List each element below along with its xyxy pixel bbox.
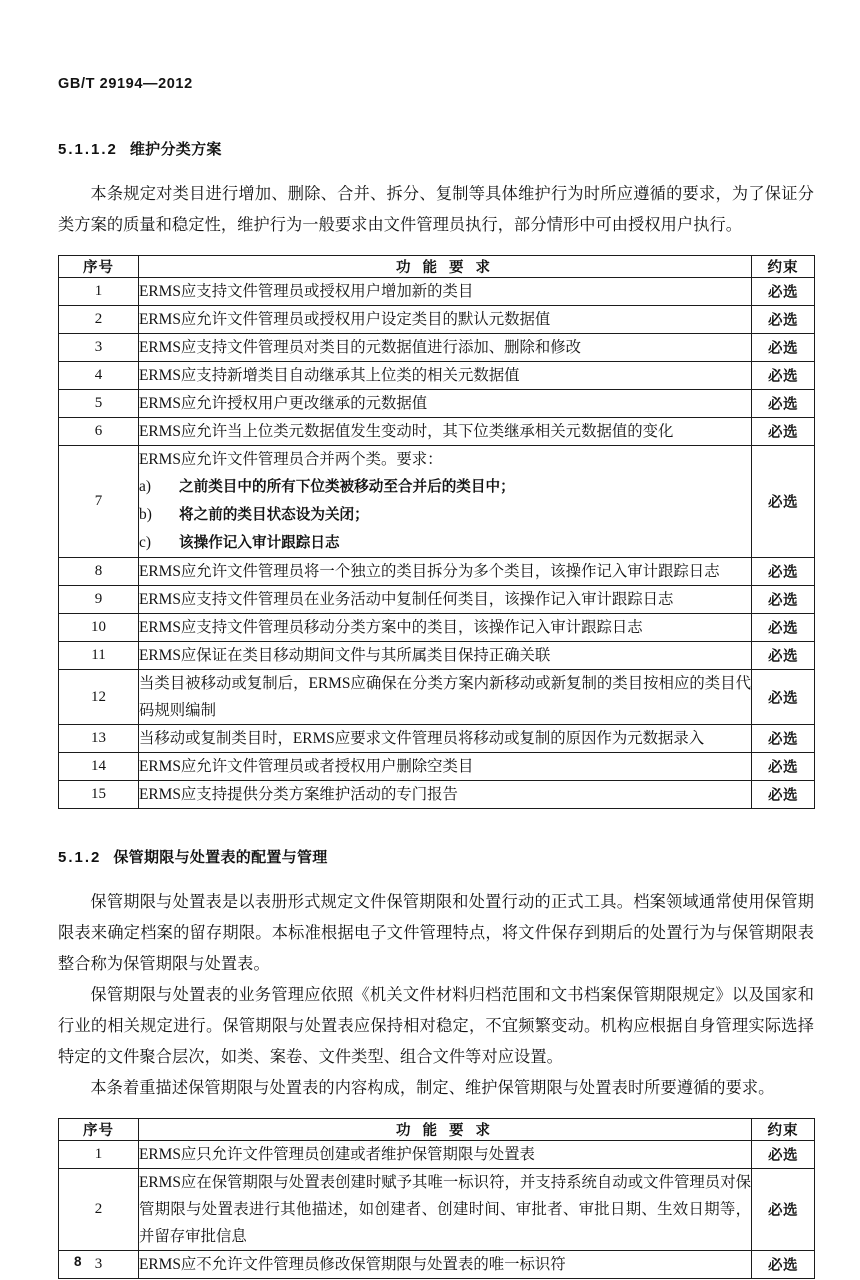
paragraph-5-1-2-2: 保管期限与处置表的业务管理应依照《机关文件材料归档范围和文书档案保管期限规定》以及国家和行业的相关规定进行。保管期限与处置表应保持相对稳定，不宜频繁变动。机构应根据自身管理实际选择特定的文件聚合层次，如类、案卷、文件类型、组合文件等对应设置。 xyxy=(58,986,814,1066)
cell-requirement: ERMS应支持文件管理员在业务活动中复制任何类目，该操作记入审计跟踪日志 xyxy=(139,586,752,614)
cell-no: 8 xyxy=(59,558,139,586)
cell-requirement: ERMS应支持文件管理员对类目的元数据值进行添加、删除和修改 xyxy=(139,334,752,362)
cell-requirement: ERMS应保证在类目移动期间文件与其所属类目保持正确关联 xyxy=(139,642,752,670)
sublist-item xyxy=(139,501,751,529)
table-row xyxy=(59,390,815,418)
sublist-text: 将之前的类目状态设为关闭； xyxy=(179,507,369,523)
cell-constraint: 必选 xyxy=(752,446,815,558)
cell-no: 6 xyxy=(59,418,139,446)
cell-constraint: 必选 xyxy=(752,586,815,614)
sublist-marker: a) xyxy=(139,478,151,495)
sublist-marker: c) xyxy=(139,534,151,551)
cell-no: 10 xyxy=(59,614,139,642)
cell-constraint: 必选 xyxy=(752,1169,815,1251)
cell-requirement: ERMS应允许文件管理员将一个独立的类目拆分为多个类目，该操作记入审计跟踪日志 xyxy=(139,558,752,586)
cell-constraint: 必选 xyxy=(752,362,815,390)
page-number: 8 xyxy=(74,1254,82,1269)
cell-no: 5 xyxy=(59,390,139,418)
cell-no: 3 xyxy=(59,1251,139,1279)
cell-requirement: ERMS应支持提供分类方案维护活动的专门报告 xyxy=(139,781,752,809)
section-heading-5-1-1-2 xyxy=(58,138,814,159)
cell-no: 2 xyxy=(59,306,139,334)
cell-requirement xyxy=(139,446,752,558)
section-heading-5-1-2 xyxy=(58,846,814,867)
table-row xyxy=(59,306,815,334)
requirements-table-classification-maintenance xyxy=(58,255,815,809)
cell-constraint: 必选 xyxy=(752,725,815,753)
cell-constraint: 必选 xyxy=(752,278,815,306)
cell-requirement: ERMS应只允许文件管理员创建或者维护保管期限与处置表 xyxy=(139,1141,752,1169)
table-row-with-sublist xyxy=(59,446,815,558)
cell-requirement: ERMS应支持新增类目自动继承其上位类的相关元数据值 xyxy=(139,362,752,390)
table-header-row xyxy=(59,1119,815,1141)
cell-no: 2 xyxy=(59,1169,139,1251)
cell-constraint: 必选 xyxy=(752,390,815,418)
cell-requirement: ERMS应不允许文件管理员修改保管期限与处置表的唯一标识符 xyxy=(139,1251,752,1279)
cell-no: 14 xyxy=(59,753,139,781)
requirements-table-retention-disposition xyxy=(58,1118,815,1279)
cell-constraint: 必选 xyxy=(752,558,815,586)
page-content xyxy=(58,0,814,1279)
cell-constraint: 必选 xyxy=(752,642,815,670)
column-header-requirement: 功 能 要 求 xyxy=(139,1119,752,1141)
cell-no: 7 xyxy=(59,446,139,558)
table-header-row xyxy=(59,256,815,278)
cell-requirement: ERMS应允许文件管理员或者授权用户删除空类目 xyxy=(139,753,752,781)
table-row xyxy=(59,781,815,809)
column-header-requirement: 功 能 要 求 xyxy=(139,256,752,278)
cell-no: 12 xyxy=(59,670,139,725)
sublist-marker: b) xyxy=(139,506,152,523)
column-header-no: 序号 xyxy=(59,256,139,278)
cell-requirement: ERMS应在保管期限与处置表创建时赋予其唯一标识符，并支持系统自动或文件管理员对保管期限与处置表进行其他描述，如创建者、创建时间、审批者、审批日期、生效日期等，并留存审批信息 xyxy=(139,1169,752,1251)
table-row xyxy=(59,362,815,390)
cell-constraint: 必选 xyxy=(752,1251,815,1279)
table-row xyxy=(59,334,815,362)
cell-constraint: 必选 xyxy=(752,670,815,725)
table-row xyxy=(59,558,815,586)
requirement-lead-text: ERMS应允许文件管理员合并两个类。要求： xyxy=(139,451,443,468)
cell-constraint: 必选 xyxy=(752,334,815,362)
table-row xyxy=(59,642,815,670)
cell-no: 3 xyxy=(59,334,139,362)
paragraph-5-1-2-3: 本条着重描述保管期限与处置表的内容构成，制定、维护保管期限与处置表时所要遵循的要求。 xyxy=(90,1079,775,1097)
cell-constraint: 必选 xyxy=(752,1141,815,1169)
cell-requirement: ERMS应允许文件管理员或授权用户设定类目的默认元数据值 xyxy=(139,306,752,334)
cell-no: 1 xyxy=(59,278,139,306)
section-title: 维护分类方案 xyxy=(129,141,222,158)
column-header-constraint: 约束 xyxy=(752,256,815,278)
cell-constraint: 必选 xyxy=(752,781,815,809)
cell-no: 15 xyxy=(59,781,139,809)
sublist-item xyxy=(139,529,751,557)
cell-requirement: ERMS应支持文件管理员或授权用户增加新的类目 xyxy=(139,278,752,306)
table-row xyxy=(59,1251,815,1279)
table-row xyxy=(59,278,815,306)
cell-no: 1 xyxy=(59,1141,139,1169)
table-row xyxy=(59,1141,815,1169)
cell-constraint: 必选 xyxy=(752,753,815,781)
table-row xyxy=(59,418,815,446)
cell-requirement: 当类目被移动或复制后，ERMS应确保在分类方案内新移动或新复制的类目按相应的类目代码规则编制 xyxy=(139,670,752,725)
cell-requirement: ERMS应允许当上位类元数据值发生变动时，其下位类继承相关元数据值的变化 xyxy=(139,418,752,446)
cell-no: 13 xyxy=(59,725,139,753)
table-row xyxy=(59,586,815,614)
column-header-no: 序号 xyxy=(59,1119,139,1141)
section-title: 保管期限与处置表的配置与管理 xyxy=(113,849,328,866)
standard-number-header: GB/T 29194—2012 xyxy=(58,76,193,92)
cell-constraint: 必选 xyxy=(752,614,815,642)
column-header-constraint: 约束 xyxy=(752,1119,815,1141)
table-row xyxy=(59,614,815,642)
cell-no: 4 xyxy=(59,362,139,390)
cell-requirement: ERMS应允许授权用户更改继承的元数据值 xyxy=(139,390,752,418)
cell-requirement: 当移动或复制类目时，ERMS应要求文件管理员将移动或复制的原因作为元数据录入 xyxy=(139,725,752,753)
cell-no: 11 xyxy=(59,642,139,670)
table-row xyxy=(59,725,815,753)
table-row xyxy=(59,670,815,725)
section-number: 5.1.1.2 xyxy=(58,141,118,158)
table-row xyxy=(59,753,815,781)
paragraph-5-1-1-2: 本条规定对类目进行增加、删除、合并、拆分、复制等具体维护行为时所应遵循的要求，为了保证分类方案的质量和稳定性，维护行为一般要求由文件管理员执行，部分情形中可由授权用户执行。 xyxy=(58,185,814,234)
cell-requirement: ERMS应支持文件管理员移动分类方案中的类目，该操作记入审计跟踪日志 xyxy=(139,614,752,642)
cell-constraint: 必选 xyxy=(752,418,815,446)
sublist-text: 该操作记入审计跟踪日志 xyxy=(179,535,340,551)
cell-no: 9 xyxy=(59,586,139,614)
paragraph-5-1-2-1: 保管期限与处置表是以表册形式规定文件保管期限和处置行动的正式工具。档案领域通常使用保管期限表来确定档案的留存期限。本标准根据电子文件管理特点，将文件保存到期后的处置行为与保管期限表整合称为保管期限与处置表。 xyxy=(58,893,814,973)
section-number: 5.1.2 xyxy=(58,849,102,866)
sublist-text: 之前类目中的所有下位类被移动至合并后的类目中； xyxy=(179,479,515,495)
requirement-sublist xyxy=(139,473,751,557)
cell-constraint: 必选 xyxy=(752,306,815,334)
table-row xyxy=(59,1169,815,1251)
sublist-item xyxy=(139,473,751,501)
